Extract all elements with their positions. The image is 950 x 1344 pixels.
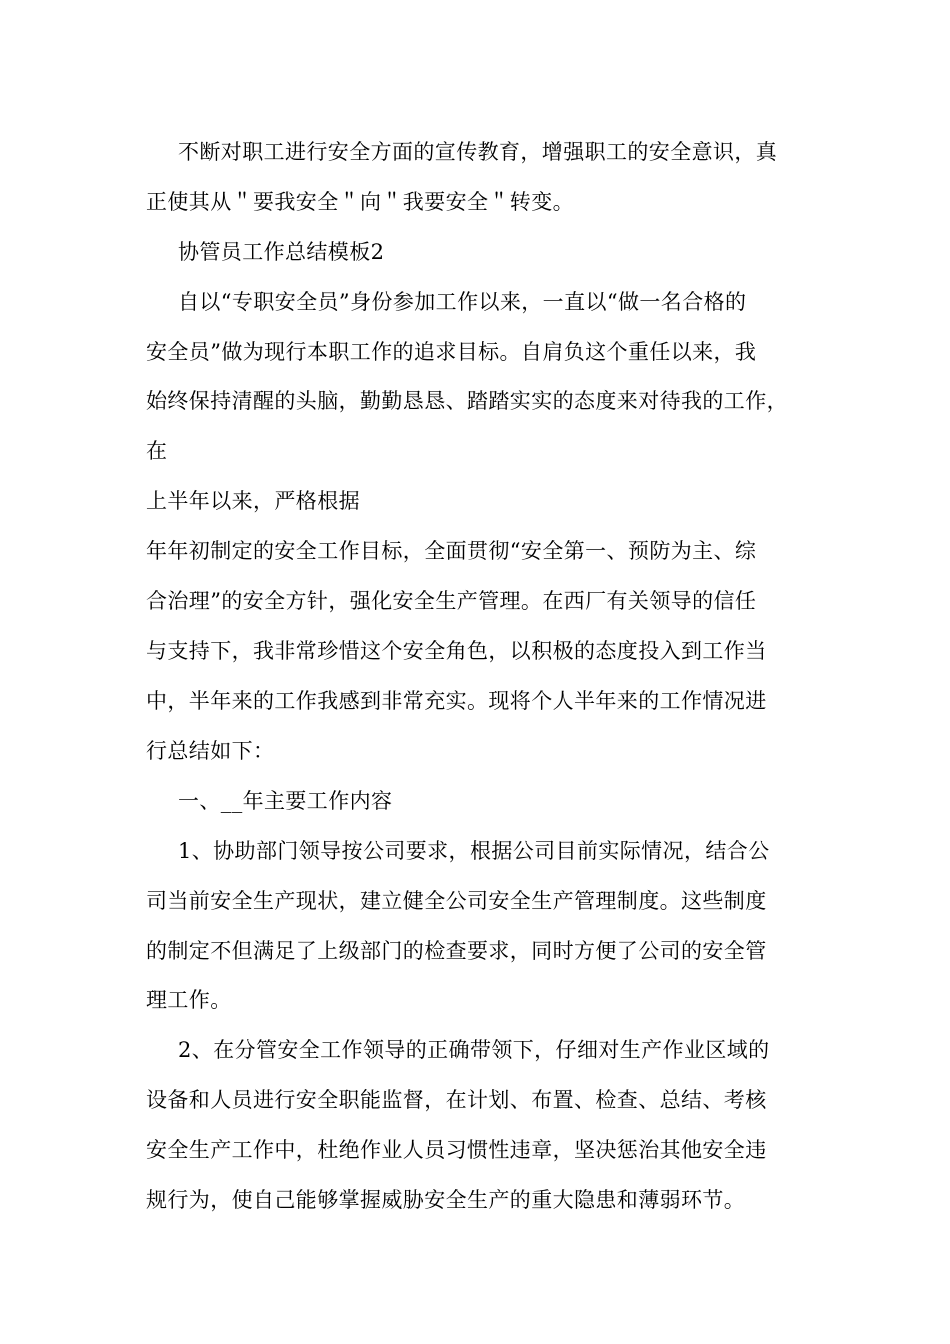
paragraph-line: 不断对职工进行安全方面的宣传教育，增强职工的安全意识，真 <box>178 140 778 164</box>
paragraph-line: 的制定不但满足了上级部门的检查要求，同时方便了公司的安全管 <box>146 939 767 963</box>
paragraph-line: 合治理”的安全方针，强化安全生产管理。在西厂有关领导的信任 <box>146 589 757 613</box>
paragraph-line: 行总结如下： <box>146 739 275 763</box>
paragraph-line: 1、协助部门领导按公司要求，根据公司目前实际情况，结合公 <box>178 839 770 863</box>
paragraph-line: 正使其从＂要我安全＂向＂我要安全＂转变。 <box>146 190 574 214</box>
paragraph-line: 自以“专职安全员”身份参加工作以来，一直以“做一名合格的 <box>178 290 747 314</box>
paragraph-line: 与支持下，我非常珍惜这个安全角色，以积极的态度投入到工作当 <box>146 639 767 663</box>
paragraph-line: 中，半年来的工作我感到非常充实。现将个人半年来的工作情况进 <box>146 689 767 713</box>
paragraph-line: 始终保持清醒的头脑，勤勤恳恳、踏踏实实的态度来对待我的工作， <box>146 389 788 413</box>
paragraph-line: 理工作。 <box>146 988 232 1012</box>
paragraph-line: 2、在分管安全工作领导的正确带领下，仔细对生产作业区域的 <box>178 1038 770 1062</box>
paragraph-line: 年年初制定的安全工作目标，全面贯彻“安全第一、预防为主、综 <box>146 539 757 563</box>
paragraph-line: 安全员”做为现行本职工作的追求目标。自肩负这个重任以来，我 <box>146 340 757 364</box>
paragraph-line: 设备和人员进行安全职能监督，在计划、布置、检查、总结、考核 <box>146 1088 767 1112</box>
paragraph-line: 规行为，使自己能够掌握威胁安全生产的重大隐患和薄弱环节。 <box>146 1188 746 1212</box>
paragraph-line: 安全生产工作中，杜绝作业人员习惯性违章，坚决惩治其他安全违 <box>146 1138 767 1162</box>
section-heading: 一、__年主要工作内容 <box>178 789 393 813</box>
section-title: 协管员工作总结模板2 <box>178 240 385 264</box>
paragraph-line: 司当前安全生产现状，建立健全公司安全生产管理制度。这些制度 <box>146 889 767 913</box>
paragraph-line: 上半年以来，严格根据 <box>146 489 360 513</box>
paragraph-line: 在 <box>146 439 168 463</box>
